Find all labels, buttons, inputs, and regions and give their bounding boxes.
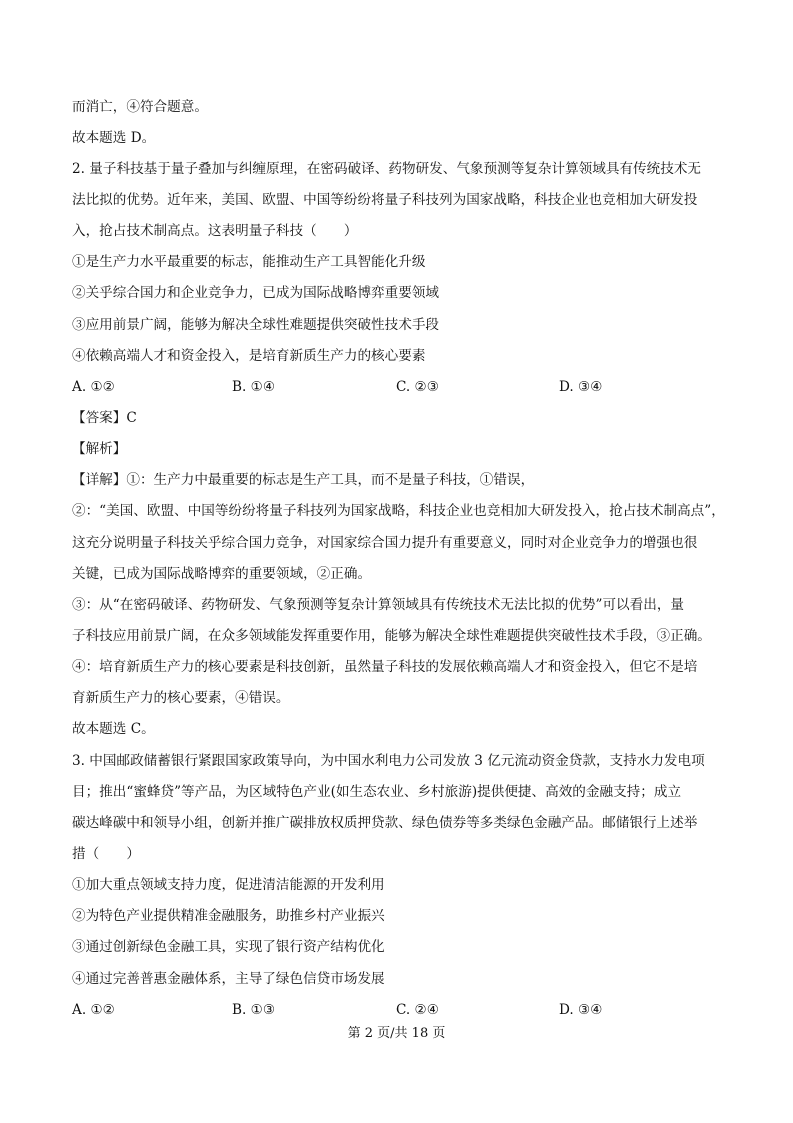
option-d: D. ③④ xyxy=(559,379,603,395)
option-d: D. ③④ xyxy=(559,1002,603,1018)
statement-4: ④通过完善普惠金融体系，主导了绿色信贷市场发展 xyxy=(72,971,385,987)
question-3-stem: 碳达峰碳中和领导小组，创新并推广碳排放权质押贷款、绿色债券等多类绿色金融产品。邮储银行上述举 xyxy=(72,815,698,831)
option-b: B. ①④ xyxy=(232,379,276,395)
conclusion: 故本题选 C。 xyxy=(72,721,155,737)
analysis-label: 【解析】 xyxy=(72,441,127,457)
question-3-stem: 目；推出“蜜蜂贷”等产品，为区域特色产业(如生态农业、乡村旅游)提供便捷、高效的金融支持；成立 xyxy=(72,784,682,800)
analysis-line: ③：从“在密码破译、药物研发、气象预测等复杂计算领域具有传统技术无法比拟的优势”可以看出，量 xyxy=(72,597,685,613)
option-b: B. ①③ xyxy=(232,1002,276,1018)
question-2-stem: 法比拟的优势。近年来，美国、欧盟、中国等纷纷将量子科技列为国家战略，科技企业也竞相加大研发投 xyxy=(72,192,698,208)
statement-2: ②关乎综合国力和企业竞争力，已成为国际战略博弈重要领域 xyxy=(72,285,440,301)
question-2-stem: 2. 量子科技基于量子叠加与纠缠原理，在密码破译、药物研发、气象预测等复杂计算领域具有传统技术无 xyxy=(72,161,702,177)
statement-4: ④依赖高端人才和资金投入，是培育新质生产力的核心要素 xyxy=(72,348,426,364)
text-line: 故本题选 D。 xyxy=(72,130,156,146)
analysis-line: 【详解】①：生产力中最重要的标志是生产工具，而不是量子科技，①错误， xyxy=(72,472,535,488)
option-c: C. ②③ xyxy=(396,379,439,395)
question-2-stem: 入，抢占技术制高点。这表明量子科技（ ） xyxy=(72,223,358,239)
analysis-line: 这充分说明量子科技关乎综合国力竞争，对国家综合国力提升有重要意义，同时对企业竞争力的增强也很 xyxy=(72,535,698,551)
statement-3: ③应用前景广阔，能够为解决全球性难题提供突破性技术手段 xyxy=(72,317,440,333)
statement-1: ①是生产力水平最重要的标志，能推动生产工具智能化升级 xyxy=(72,254,426,270)
statement-1: ①加大重点领域支持力度，促进清洁能源的开发利用 xyxy=(72,877,385,893)
analysis-line: ②：“美国、欧盟、中国等纷纷将量子科技列为国家战略，科技企业也竞相加大研发投入，抢占技术制高点”， xyxy=(72,503,725,519)
analysis-line: 关键，已成为国际战略博弈的重要领域，②正确。 xyxy=(72,566,372,582)
question-3-stem: 3. 中国邮政储蓄银行紧跟国家政策导向，为中国水利电力公司发放 3 亿元流动资金贷款，支持水力发电项 xyxy=(72,753,705,769)
analysis-line: ④：培育新质生产力的核心要素是科技创新，虽然量子科技的发展依赖高端人才和资金投入，但它不是培 xyxy=(72,659,698,675)
question-3-stem: 措（ ） xyxy=(72,846,140,862)
option-a: A. ①② xyxy=(72,1002,115,1018)
text-line: 而消亡，④符合题意。 xyxy=(72,99,208,115)
statement-2: ②为特色产业提供精准金融服务，助推乡村产业振兴 xyxy=(72,908,385,924)
statement-3: ③通过创新绿色金融工具，实现了银行资产结构优化 xyxy=(72,939,385,955)
option-a: A. ①② xyxy=(72,379,115,395)
page-footer: 第 2 页/共 18 页 xyxy=(347,1026,446,1041)
question-2-options xyxy=(72,377,692,397)
analysis-line: 子科技应用前景广阔，在众多领域能发挥重要作用，能够为解决全球性难题提供突破性技术手段，③正确。 xyxy=(72,628,711,644)
analysis-line: 育新质生产力的核心要素，④错误。 xyxy=(72,690,290,706)
question-3-options xyxy=(72,1000,692,1020)
answer-label: 【答案】C xyxy=(72,410,137,426)
option-c: C. ②④ xyxy=(396,1002,439,1018)
